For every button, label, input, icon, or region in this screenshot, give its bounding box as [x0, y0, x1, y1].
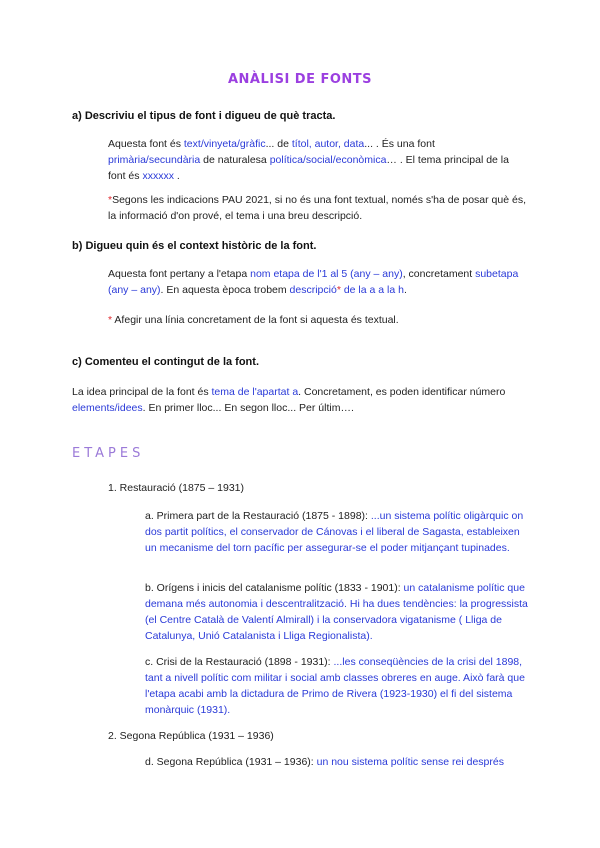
- text: Aquesta font és: [108, 138, 184, 150]
- paragraph-a: [108, 136, 528, 184]
- subetapa-label: c. Crisi de la Restauració (1898 - 1931):: [145, 656, 334, 668]
- note-text: Segons les indicacions PAU 2021, si no és una font textual, només s'ha de posar què és, la informació d'on prové, el tema i una breu descripció.: [108, 194, 526, 222]
- text: . En primer lloc... En segon lloc... Per últim….: [142, 402, 354, 414]
- subetapa-label: d. Segona República (1931 – 1936):: [145, 756, 317, 768]
- subetapa-text: ...les conseqüències de la crisi del 1898, tant a nivell polític com militar i social amb classes obreres en auge. Això farà que l'etapa acabi amb la dictadura de Primo de Rivera (1923-1930) el fi del sistema monàrquic (1931).: [145, 656, 525, 716]
- asterisk: *: [336, 284, 341, 296]
- text: . Concretament, es poden identificar número: [298, 386, 506, 398]
- placeholder-title: títol, autor, data: [291, 138, 365, 150]
- subetapa-b: [145, 580, 529, 644]
- text: .: [403, 284, 407, 296]
- subetapa-label: b. Orígens i inicis del catalanisme polític (1833 - 1901):: [145, 582, 404, 594]
- text: ... . És una font: [364, 138, 435, 150]
- question-c: c) Comenteu el contingut de la font.: [72, 356, 259, 368]
- paragraph-b: [108, 266, 528, 298]
- placeholder-range: de la a a la h: [340, 284, 404, 296]
- subetapa-text: un nou sistema polític sense rei després: [316, 756, 504, 768]
- placeholder-nature: política/social/econòmica: [269, 154, 387, 166]
- text: .: [173, 170, 180, 182]
- text: , concretament: [402, 268, 476, 280]
- subetapa-d: [145, 754, 545, 770]
- etapa-1: 1. Restauració (1875 – 1931): [108, 482, 245, 494]
- paragraph-c: [72, 384, 528, 416]
- subetapa-text: un catalanisme polític que demana més autonomia i descentralització. Hi ha dues tendències: la progressista (el Centre Català de Valentí Almirall) i la conservadora vigatanisme ( Lliga de Catalunya, Unió Catalanista i Lliga Regionalista).: [145, 582, 528, 642]
- asterisk: *: [108, 314, 113, 326]
- placeholder-theme: xxxxxx: [142, 170, 174, 182]
- placeholder-primary: primària/secundària: [108, 154, 201, 166]
- note-b: [108, 312, 528, 328]
- etapa-2: 2. Segona República (1931 – 1936): [108, 730, 274, 742]
- asterisk: *: [108, 194, 113, 206]
- text: Aquesta font pertany a l'etapa: [108, 268, 251, 280]
- note-a: [108, 192, 528, 224]
- subetapa-label: a. Primera part de la Restauració (1875 - 1898):: [145, 510, 371, 522]
- subetapa-a: [145, 508, 529, 556]
- subetapa-text: ...un sistema polític oligàrquic on dos partit polítics, el conservador de Cánovas i el liberal de Sagasta, estableixen un mecanisme del torn pacífic per assegurar-se el poder mitjançant tupinades.: [145, 510, 524, 554]
- placeholder-type: text/vinyeta/gràfic: [183, 138, 266, 150]
- text: … . El tema principal de la font és: [108, 154, 509, 182]
- question-a: a) Descriviu el tipus de font i digueu de què tracta.: [72, 110, 336, 122]
- text: ... de: [265, 138, 292, 150]
- note-text: Afegir una línia concretament de la font si aquesta és textual.: [112, 314, 399, 326]
- subetapa-c: [145, 654, 529, 718]
- placeholder-description: descripció: [289, 284, 337, 296]
- question-b: b) Digueu quin és el context històric de la font.: [72, 240, 317, 252]
- placeholder-substage: subetapa (any – any): [108, 268, 519, 296]
- text: de naturalesa: [200, 154, 270, 166]
- text: . En aquesta època trobem: [160, 284, 290, 296]
- placeholder-theme: tema de l'apartat a: [211, 386, 299, 398]
- etapes-heading: ETAPES: [72, 446, 145, 461]
- page-title: ANÀLISI DE FONTS: [227, 72, 373, 87]
- text: La idea principal de la font és: [72, 386, 212, 398]
- placeholder-elements: elements/idees: [72, 402, 143, 414]
- placeholder-stage: nom etapa de l'1 al 5 (any – any): [250, 268, 403, 280]
